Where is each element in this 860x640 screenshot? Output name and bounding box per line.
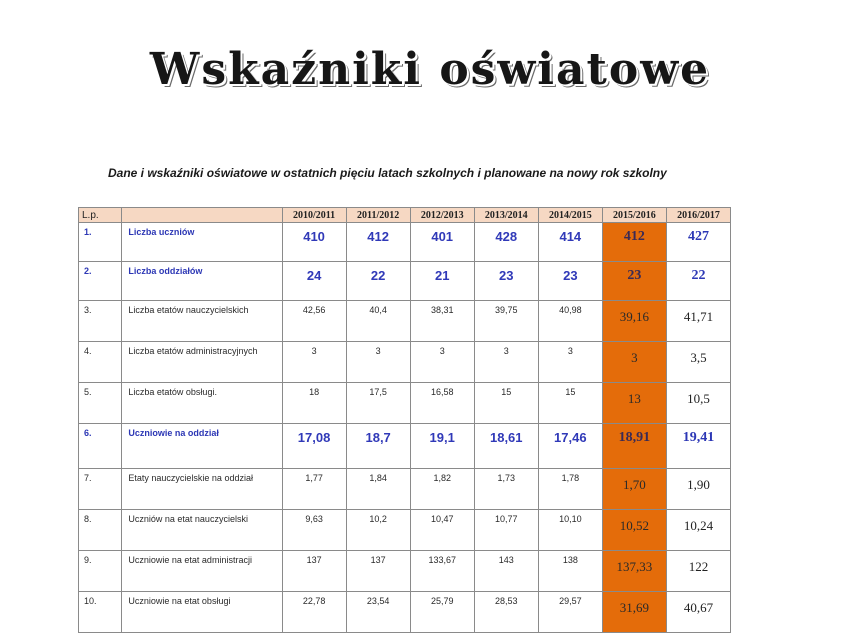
- value-cell: 22: [666, 262, 730, 301]
- value-cell: 3: [538, 342, 602, 383]
- highlighted-value-cell: 23: [602, 262, 666, 301]
- column-header-year: 2016/2017: [666, 208, 730, 223]
- row-number: 10.: [79, 592, 122, 633]
- value-cell: 133,67: [410, 551, 474, 592]
- value-cell: 41,71: [666, 301, 730, 342]
- row-label: Etaty nauczycielskie na oddział: [122, 469, 282, 510]
- row-number: 3.: [79, 301, 122, 342]
- table-row: [79, 424, 731, 469]
- value-cell: 40,4: [346, 301, 410, 342]
- value-cell: 138: [538, 551, 602, 592]
- row-label: Liczba etatów obsługi.: [122, 383, 282, 424]
- value-cell: 137: [346, 551, 410, 592]
- column-header-year: 2011/2012: [346, 208, 410, 223]
- column-header-year: 2012/2013: [410, 208, 474, 223]
- value-cell: 3,5: [666, 342, 730, 383]
- indicators-table: [78, 207, 731, 633]
- column-header-year: 2014/2015: [538, 208, 602, 223]
- row-label: Liczba etatów administracyjnych: [122, 342, 282, 383]
- table-row: [79, 223, 731, 262]
- row-label: Liczba uczniów: [122, 223, 282, 262]
- row-label: Uczniowie na etat administracji: [122, 551, 282, 592]
- column-header-year: 2013/2014: [474, 208, 538, 223]
- value-cell: 1,77: [282, 469, 346, 510]
- value-cell: 38,31: [410, 301, 474, 342]
- value-cell: 122: [666, 551, 730, 592]
- highlighted-value-cell: 10,52: [602, 510, 666, 551]
- highlighted-value-cell: 39,16: [602, 301, 666, 342]
- value-cell: 3: [410, 342, 474, 383]
- value-cell: 10,5: [666, 383, 730, 424]
- value-cell: 10,10: [538, 510, 602, 551]
- value-cell: 10,24: [666, 510, 730, 551]
- row-label: Liczba etatów nauczycielskich: [122, 301, 282, 342]
- value-cell: 22,78: [282, 592, 346, 633]
- value-cell: 23,54: [346, 592, 410, 633]
- table-row: [79, 469, 731, 510]
- table-header-row: [79, 208, 731, 223]
- highlighted-value-cell: 13: [602, 383, 666, 424]
- column-header-year: 2010/2011: [282, 208, 346, 223]
- row-label: Liczba oddziałów: [122, 262, 282, 301]
- value-cell: 414: [538, 223, 602, 262]
- value-cell: 24: [282, 262, 346, 301]
- row-number: 7.: [79, 469, 122, 510]
- value-cell: 1,84: [346, 469, 410, 510]
- value-cell: 1,90: [666, 469, 730, 510]
- table-row: [79, 592, 731, 633]
- value-cell: 18,7: [346, 424, 410, 469]
- value-cell: 18,61: [474, 424, 538, 469]
- row-label: Uczniowie na etat obsługi: [122, 592, 282, 633]
- value-cell: 17,46: [538, 424, 602, 469]
- value-cell: 412: [346, 223, 410, 262]
- column-header-year: 2015/2016: [602, 208, 666, 223]
- table-row: [79, 383, 731, 424]
- value-cell: 17,5: [346, 383, 410, 424]
- value-cell: 40,67: [666, 592, 730, 633]
- value-cell: 1,73: [474, 469, 538, 510]
- row-number: 6.: [79, 424, 122, 469]
- value-cell: 9,63: [282, 510, 346, 551]
- value-cell: 3: [282, 342, 346, 383]
- row-label: Uczniowie na oddział: [122, 424, 282, 469]
- value-cell: 1,82: [410, 469, 474, 510]
- table-row: [79, 262, 731, 301]
- value-cell: 1,78: [538, 469, 602, 510]
- value-cell: 10,77: [474, 510, 538, 551]
- value-cell: 143: [474, 551, 538, 592]
- value-cell: 401: [410, 223, 474, 262]
- value-cell: 22: [346, 262, 410, 301]
- value-cell: 410: [282, 223, 346, 262]
- value-cell: 15: [538, 383, 602, 424]
- highlighted-value-cell: 31,69: [602, 592, 666, 633]
- value-cell: 18: [282, 383, 346, 424]
- highlighted-value-cell: 18,91: [602, 424, 666, 469]
- value-cell: 3: [346, 342, 410, 383]
- value-cell: 23: [538, 262, 602, 301]
- highlighted-value-cell: 3: [602, 342, 666, 383]
- value-cell: 42,56: [282, 301, 346, 342]
- value-cell: 29,57: [538, 592, 602, 633]
- highlighted-value-cell: 1,70: [602, 469, 666, 510]
- value-cell: 21: [410, 262, 474, 301]
- highlighted-value-cell: 412: [602, 223, 666, 262]
- value-cell: 39,75: [474, 301, 538, 342]
- row-number: 8.: [79, 510, 122, 551]
- row-number: 4.: [79, 342, 122, 383]
- value-cell: 16,58: [410, 383, 474, 424]
- table-row: [79, 342, 731, 383]
- page-title: Wskaźniki oświatowe: [149, 44, 711, 95]
- column-header-label: [122, 208, 282, 223]
- value-cell: 40,98: [538, 301, 602, 342]
- row-label: Uczniów na etat nauczycielski: [122, 510, 282, 551]
- row-number: 1.: [79, 223, 122, 262]
- column-header-lp: L.p.: [79, 208, 122, 223]
- value-cell: 10,2: [346, 510, 410, 551]
- value-cell: 17,08: [282, 424, 346, 469]
- value-cell: 10,47: [410, 510, 474, 551]
- row-number: 9.: [79, 551, 122, 592]
- value-cell: 15: [474, 383, 538, 424]
- value-cell: 28,53: [474, 592, 538, 633]
- value-cell: 3: [474, 342, 538, 383]
- table-caption: Dane i wskaźniki oświatowe w ostatnich pięciu latach szkolnych i planowane na nowy rok szkolny: [108, 166, 667, 180]
- table-row: [79, 510, 731, 551]
- row-number: 2.: [79, 262, 122, 301]
- row-number: 5.: [79, 383, 122, 424]
- table-row: [79, 551, 731, 592]
- table-row: [79, 301, 731, 342]
- value-cell: 427: [666, 223, 730, 262]
- value-cell: 428: [474, 223, 538, 262]
- value-cell: 137: [282, 551, 346, 592]
- value-cell: 19,41: [666, 424, 730, 469]
- highlighted-value-cell: 137,33: [602, 551, 666, 592]
- value-cell: 19,1: [410, 424, 474, 469]
- value-cell: 23: [474, 262, 538, 301]
- value-cell: 25,79: [410, 592, 474, 633]
